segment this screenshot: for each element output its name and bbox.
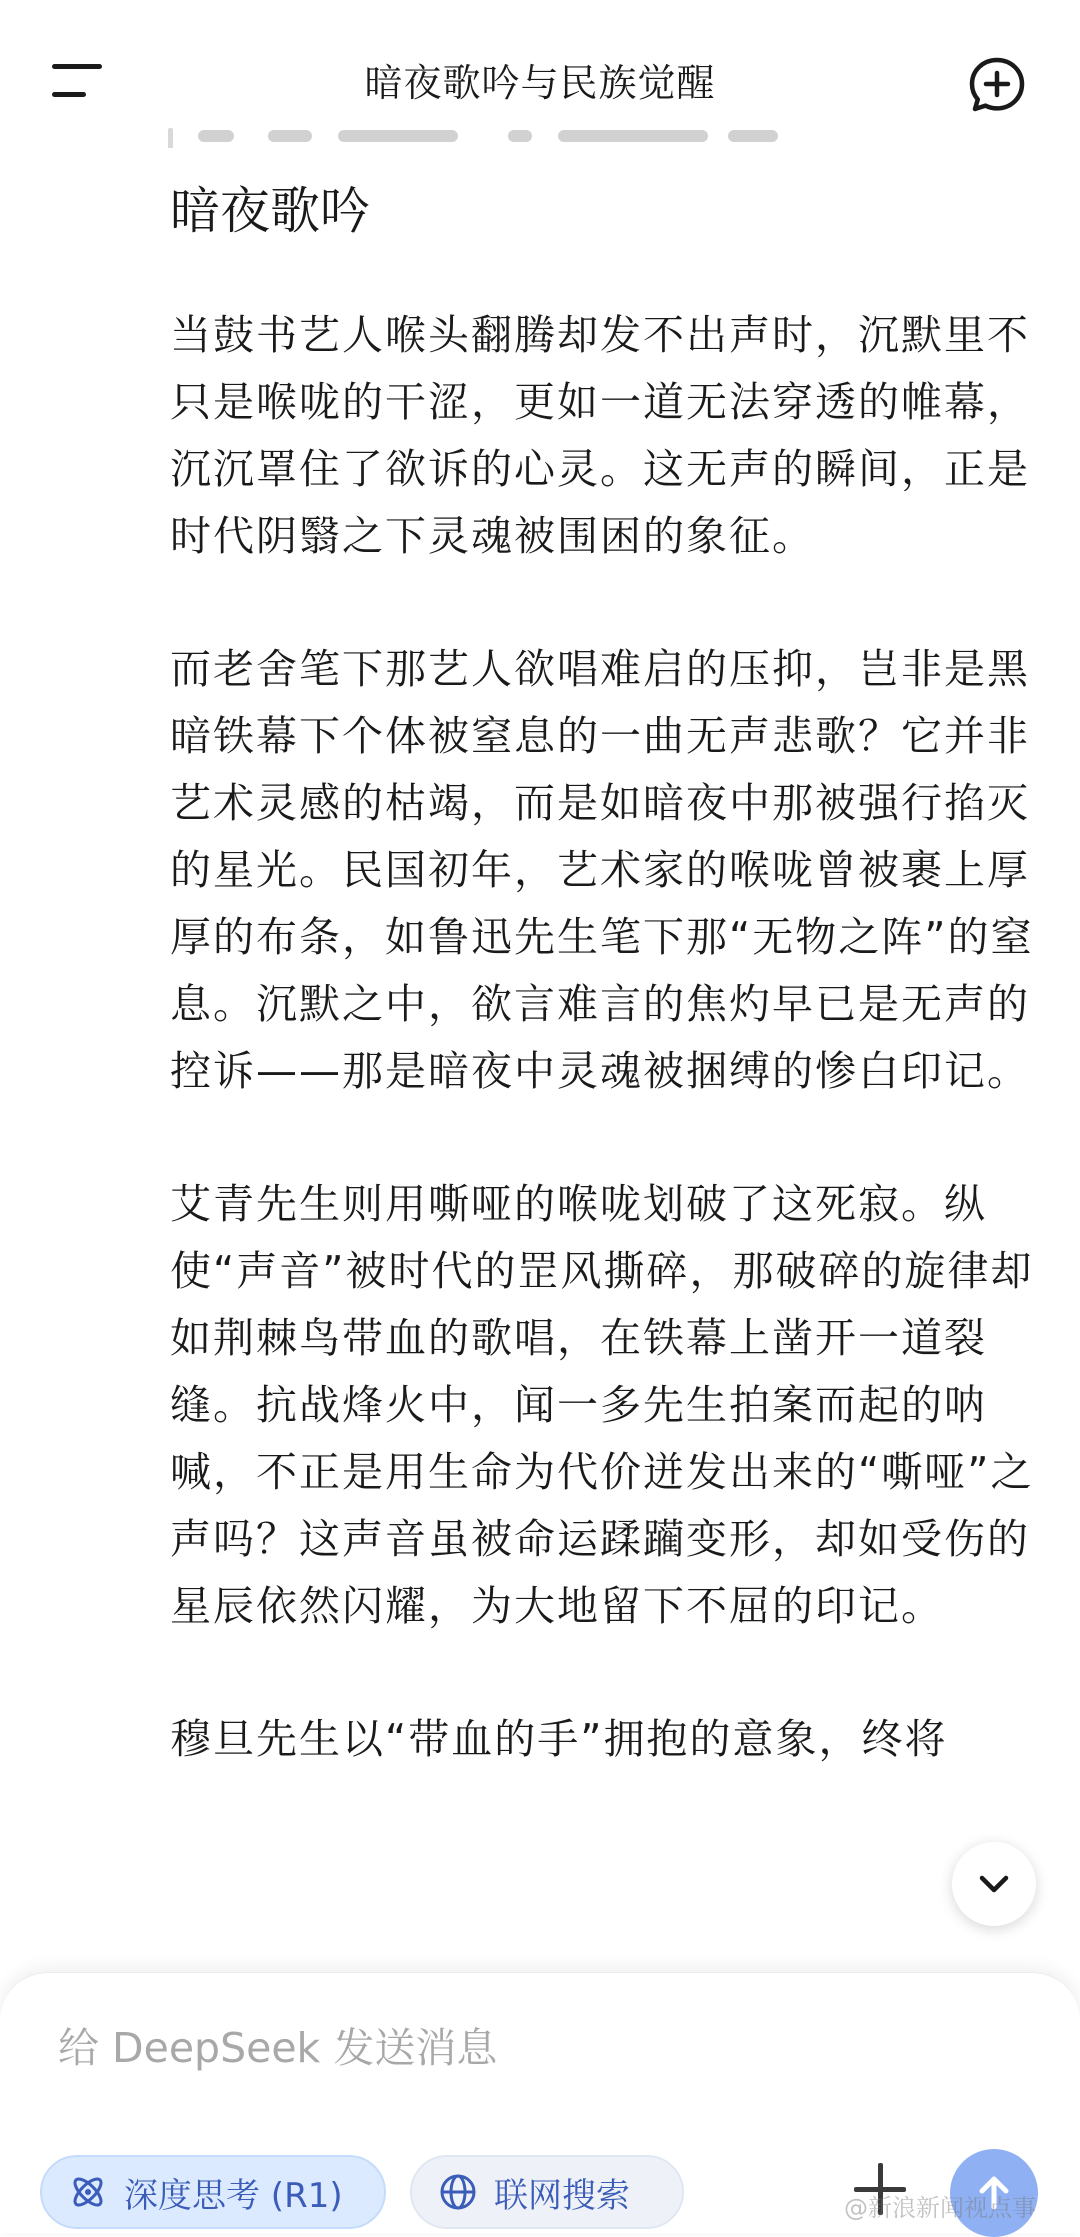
conversation-title[interactable]: 暗夜歌吟与民族觉醒 (364, 61, 716, 105)
response-paragraph-2: 而老舍笔下那艺人欲唱难启的压抑，岂非是黑暗铁幕下个体被窒息的一曲无声悲歌？它并非艺术灵感的枯竭，而是如暗夜中那被强行掐灭的星光。民国初年，艺术家的喉咙曾被裹上厚厚的布条，如鲁迅先生笔下那“无物之阵”的窒息。沉默之中，欲言难言的焦灼早已是无声的控诉——那是暗夜中灵魂被捆缚的惨白印记。 (170, 645, 1034, 1095)
deep-think-toggle[interactable] (40, 2155, 386, 2229)
smudge (338, 130, 458, 142)
response-paragraph-3: 艾青先生则用嘶哑的喉咙划破了这死寂。纵使“声音”被时代的罡风撕碎，那破碎的旋律却如荆棘鸟带血的歌唱，在铁幕上凿开一道裂缝。抗战烽火中，闻一多先生拍案而起的呐喊，不正是用生命为代价迸发出来的“嘶哑”之声吗？这声音虽被命运蹂躏变形，却如受伤的星辰依然闪耀，为大地留下不屈的印记。 (170, 1180, 1034, 1630)
quote-edge (168, 128, 173, 148)
message-input[interactable] (58, 2013, 938, 2083)
response-paragraph-1: 当鼓书艺人喉头翻腾却发不出声时，沉默里不只是喉咙的干涩，更如一道无法穿透的帷幕，沉沉罩住了欲诉的心灵。这无声的瞬间，正是时代阴翳之下灵魂被围困的象征。 (170, 311, 1030, 560)
smudge (268, 130, 312, 142)
scroll-to-bottom-button[interactable] (952, 1842, 1036, 1926)
chevron-down-icon (974, 1864, 1014, 1904)
response-heading: 暗夜歌吟 (170, 182, 370, 240)
faded-previous-line (168, 128, 808, 148)
smudge (508, 130, 532, 142)
globe-icon (438, 2172, 478, 2212)
deep-think-label: 深度思考 (R1) (124, 2175, 343, 2216)
atom-icon (68, 2172, 108, 2212)
response-paragraph-4: 穆旦先生以“带血的手”拥抱的意象，终将 (170, 1715, 948, 1763)
smudge (558, 130, 708, 142)
assistant-response (170, 180, 1040, 1839)
new-chat-plus-icon (968, 56, 1026, 114)
smudge (198, 130, 234, 142)
watermark: @新浪新闻视点事 (844, 2194, 1036, 2222)
smudge (728, 130, 778, 142)
web-search-toggle[interactable] (410, 2155, 684, 2229)
web-search-label: 联网搜索 (494, 2175, 630, 2216)
top-bar (0, 0, 1080, 150)
new-chat-button[interactable] (968, 56, 1026, 114)
